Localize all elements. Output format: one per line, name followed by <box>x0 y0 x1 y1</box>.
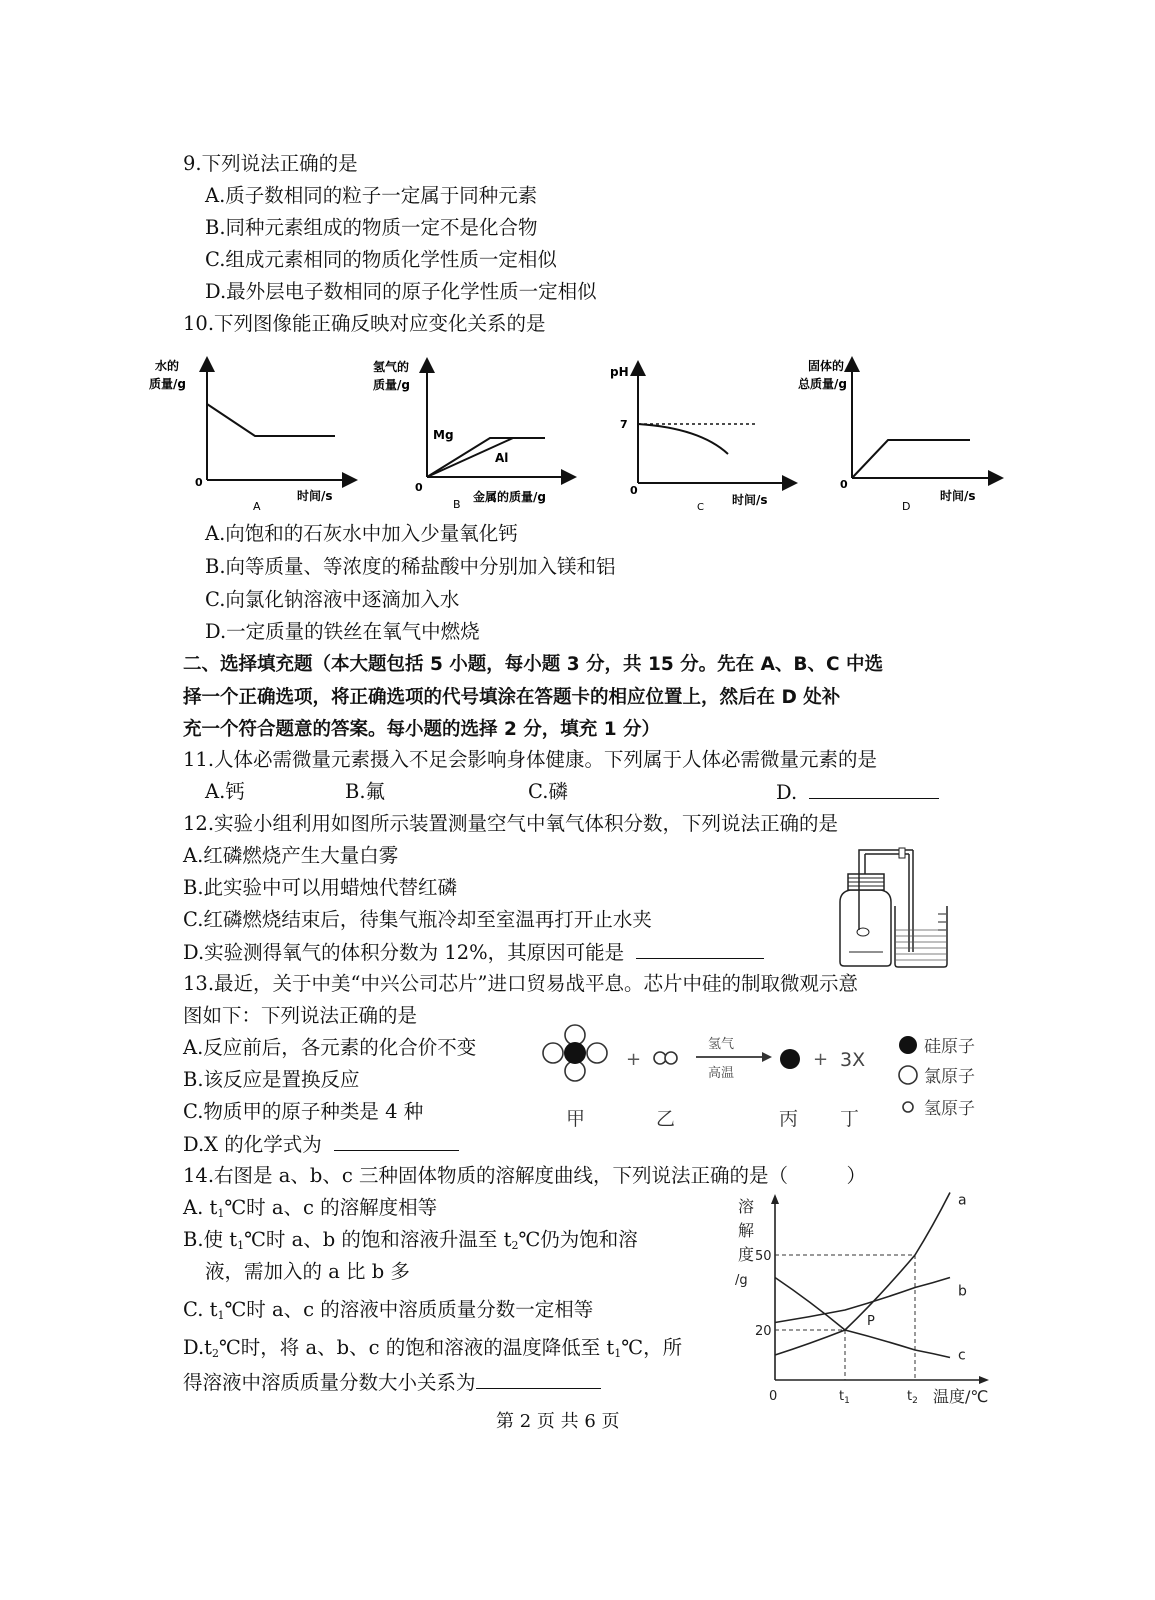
q13-stem-line1: 13.最近，关于中美“中兴公司芯片”进口贸易战平息。芯片中硅的制取微观示意 <box>183 972 858 995</box>
q11-option-a: A.钙 <box>205 780 245 803</box>
q13-option-d <box>183 1132 459 1157</box>
graph-d <box>800 352 1010 520</box>
reaction-diagram <box>530 1025 1000 1140</box>
oxygen-apparatus-illustration <box>815 840 955 965</box>
q14-option-d-line1 <box>183 1336 682 1366</box>
label-yi: 乙 <box>656 1108 676 1130</box>
graph-a-xlabel: 时间/s <box>297 489 333 503</box>
q14-b-post: ℃仍为饱和溶 <box>518 1228 638 1251</box>
q12-option-b: B.此实验中可以用蜡烛代替红磷 <box>183 876 458 899</box>
legend-si-icon <box>899 1036 917 1054</box>
q12-stem: 12.实验小组利用如图所示装置测量空气中氧气体积分数，下列说法正确的是 <box>183 812 839 835</box>
q14-d-mid: ℃时，将 a、b、c 的饱和溶液的温度降低至 t <box>218 1336 615 1359</box>
plus-sign-2: + <box>813 1049 829 1070</box>
chart-ylabel-part: 解 <box>738 1221 755 1240</box>
graph-d-caption: D <box>902 500 911 513</box>
chart-y-tick-label: 20 <box>755 1324 772 1339</box>
graph-c-curve <box>638 424 728 454</box>
q14-d-sub2: 1 <box>614 1347 622 1360</box>
q14-b-pre: B.使 t <box>183 1228 238 1251</box>
product-3x: 3X <box>840 1049 866 1071</box>
graph-b-mg-label: Mg <box>433 428 454 442</box>
chart-ylabel-part: 溶 <box>738 1197 755 1216</box>
chart-series-a <box>775 1193 950 1356</box>
chart-x-tick-0: 0 <box>769 1389 778 1404</box>
q11-option-d <box>776 780 939 805</box>
q11-answer-blank[interactable] <box>809 780 939 799</box>
chart-series-label-b: b <box>958 1283 967 1300</box>
q10-option-d: D.一定质量的铁丝在氧气中燃烧 <box>205 620 480 643</box>
q12-option-c: C.红磷燃烧结束后，待集气瓶冷却至室温再打开止水夹 <box>183 908 652 931</box>
section2-line1: 二、选择填充题（本大题包括 5 小题，每小题 3 分，共 15 分。先在 A、B、C 中选 <box>183 654 884 675</box>
q14-option-d-line2 <box>183 1370 601 1395</box>
section2-line3: 充一个符合题意的答案。每小题的选择 2 分，填充 1 分） <box>183 719 661 740</box>
q11-stem: 11.人体必需微量元素摄入不足会影响身体健康。下列属于人体必需微量元素的是 <box>183 748 878 771</box>
legend-si: 硅原子 <box>924 1037 975 1057</box>
q14-b-mid: ℃时 a、b 的饱和溶液升温至 t <box>244 1228 512 1251</box>
q14-d-post: ℃，所 <box>621 1336 683 1359</box>
h-atom <box>665 1052 677 1064</box>
cl-atom <box>543 1043 563 1063</box>
label-ding: 丁 <box>840 1108 860 1130</box>
legend-h-icon <box>903 1102 913 1112</box>
chart-ylabel-part: /g <box>735 1273 748 1288</box>
q14-a-sub: 1 <box>217 1207 225 1220</box>
q14-answer-blank[interactable] <box>476 1370 601 1389</box>
graph-d-origin: 0 <box>840 478 848 491</box>
q14-d-pre: D.t <box>183 1336 212 1359</box>
graph-b-mg-line <box>427 438 545 477</box>
cl-atom <box>587 1043 607 1063</box>
graph-d-curve <box>852 440 970 478</box>
chart-point-label: P <box>867 1314 875 1329</box>
q11-option-c: C.磷 <box>528 780 568 803</box>
section2-line2: 择一个正确选项，将正确选项的代号填涂在答题卡的相应位置上，然后在 D 处补 <box>183 687 841 708</box>
q14-d-sub1: 2 <box>211 1347 219 1360</box>
si-atom <box>780 1049 800 1069</box>
q14-stem: 14.右图是 a、b、c 三种固体物质的溶解度曲线，下列说法正确的是（ ） <box>183 1164 866 1187</box>
q9-option-c: C.组成元素相同的物质化学性质一定相似 <box>205 248 557 271</box>
graph-b-caption: B <box>453 498 461 511</box>
q13-option-c: C.物质甲的原子种类是 4 种 <box>183 1100 424 1123</box>
legend-h: 氢原子 <box>924 1099 975 1119</box>
q10-stem: 10.下列图像能正确反映对应变化关系的是 <box>183 312 546 335</box>
q12-answer-blank[interactable] <box>636 940 764 959</box>
legend-cl-icon <box>899 1066 917 1084</box>
q11-option-b: B.氟 <box>345 780 386 803</box>
chart-series-b <box>775 1278 950 1323</box>
chart-ylabel-part: 度 <box>738 1245 755 1264</box>
q14-c-post: ℃时 a、c 的溶液中溶质质量分数一定相等 <box>224 1298 594 1321</box>
q14-c-sub: 1 <box>217 1309 225 1322</box>
q11-option-d-label: D. <box>776 781 798 804</box>
graph-a-caption: A <box>253 500 261 513</box>
q13-option-b: B.该反应是置换反应 <box>183 1068 360 1091</box>
chart-xlabel: 温度/℃ <box>933 1387 989 1406</box>
q13-answer-blank[interactable] <box>334 1132 459 1151</box>
label-jia: 甲 <box>566 1108 586 1130</box>
q13-option-d-text: D.X 的化学式为 <box>183 1133 322 1156</box>
q14-option-b-line1 <box>183 1228 638 1258</box>
graph-b-ylabel2: 质量/g <box>373 378 410 392</box>
graph-a-ylabel2: 质量/g <box>149 377 186 391</box>
graph-d-ylabel1: 固体的 <box>808 359 845 373</box>
q14-b-sub2: 2 <box>511 1239 519 1252</box>
graph-a-ylabel1: 水的 <box>155 359 180 373</box>
chart-x-arrow <box>979 1376 989 1384</box>
reaction-condition-bottom: 高温 <box>708 1066 735 1081</box>
graph-c-xlabel: 时间/s <box>732 493 768 507</box>
plus-sign-1: + <box>626 1049 642 1070</box>
chart-y-arrow <box>771 1194 779 1204</box>
q13-option-a: A.反应前后，各元素的化合价不变 <box>183 1036 477 1059</box>
q13-stem-line2: 图如下：下列说法正确的是 <box>183 1004 418 1027</box>
q12-option-d <box>183 940 764 965</box>
q10-option-c: C.向氯化钠溶液中逐滴加入水 <box>205 588 460 611</box>
graph-c-tick: 7 <box>620 418 628 431</box>
graph-b-ylabel1: 氢气的 <box>373 360 410 374</box>
graph-a-origin: 0 <box>195 476 203 489</box>
q14-b-sub1: 1 <box>237 1239 245 1252</box>
legend-cl: 氯原子 <box>924 1067 975 1087</box>
q9-option-d: D.最外层电子数相同的原子化学性质一定相似 <box>205 280 597 303</box>
chart-x-tick-t1: $t_1$ <box>839 1389 850 1406</box>
chart-x-tick-t2: $t_2$ <box>907 1389 918 1406</box>
graph-c-origin: 0 <box>630 484 638 497</box>
label-bing: 丙 <box>779 1108 799 1130</box>
q14-a-post: ℃时 a、c 的溶解度相等 <box>224 1196 438 1219</box>
q9-option-b: B.同种元素组成的物质一定不是化合物 <box>205 216 538 239</box>
graph-c-caption: C <box>697 502 704 513</box>
chart-series-label-c: c <box>958 1347 966 1364</box>
q12-option-a: A.红磷燃烧产生大量白雾 <box>183 844 399 867</box>
graph-c <box>600 358 800 523</box>
graph-b-origin: 0 <box>415 481 423 494</box>
q14-option-c <box>183 1298 593 1328</box>
graph-b-al-label: Al <box>495 451 509 465</box>
q9-stem: 9.下列说法正确的是 <box>183 152 358 175</box>
solubility-chart <box>730 1190 1000 1415</box>
graph-d-xlabel: 时间/s <box>940 489 976 503</box>
graph-b <box>365 355 580 520</box>
si-atom <box>564 1042 586 1064</box>
q14-c-pre: C. t <box>183 1298 218 1321</box>
q14-d-line2-text: 得溶液中溶质质量分数大小关系为 <box>183 1371 476 1394</box>
graph-c-ylabel: pH <box>610 365 629 379</box>
graph-b-xlabel: 金属的质量/g <box>473 490 546 504</box>
q10-option-a: A.向饱和的石灰水中加入少量氧化钙 <box>205 522 518 545</box>
q9-option-a: A.质子数相同的粒子一定属于同种元素 <box>205 184 538 207</box>
page-footer: 第 2 页 共 6 页 <box>496 1411 620 1432</box>
graph-a <box>145 352 355 520</box>
graph-d-ylabel2: 总质量/g <box>798 377 847 391</box>
q12-option-d-text: D.实验测得氧气的体积分数为 12%，其原因可能是 <box>183 941 625 964</box>
chart-series-label-a: a <box>958 1192 967 1209</box>
q14-option-a <box>183 1196 437 1226</box>
q14-a-pre: A. t <box>183 1196 218 1219</box>
reaction-condition-top: 氢气 <box>708 1037 735 1052</box>
q10-option-b: B.向等质量、等浓度的稀盐酸中分别加入镁和铝 <box>205 555 616 578</box>
chart-y-tick-label: 50 <box>755 1249 772 1264</box>
graph-a-curve <box>207 404 335 436</box>
q14-option-b-line2: 液，需加入的 a 比 b 多 <box>205 1260 410 1283</box>
